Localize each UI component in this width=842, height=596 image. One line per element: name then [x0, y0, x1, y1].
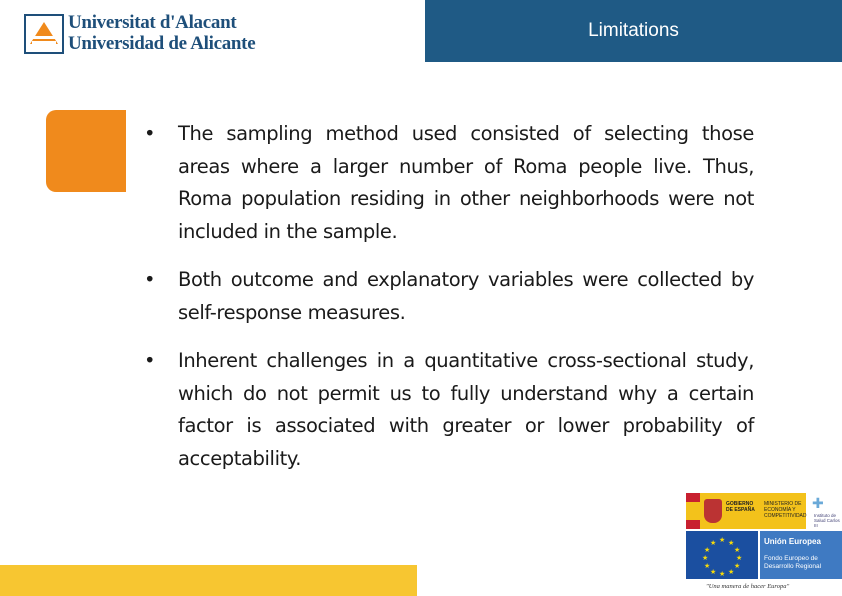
bullet-text: Both outcome and explanatory variables were collected by self-response measures. — [178, 268, 754, 324]
university-name-spanish: Universidad de Alicante — [68, 33, 256, 54]
university-name-valencian: Universitat d'Alacant — [68, 12, 237, 33]
slide-title-bar — [425, 0, 842, 62]
slide-title: Limitations — [588, 20, 679, 41]
bullet-text: Inherent challenges in a quantitative cross-sectional study, which do not permit us to fully understand why a certain factor is associated with greater or lower probability of acceptability. — [178, 349, 754, 470]
eu-fund-label-box — [760, 531, 842, 579]
list-item — [142, 264, 754, 329]
spain-flag-icon — [686, 493, 700, 529]
gov-label: GOBIERNO DE ESPAÑA — [726, 501, 755, 513]
institute-label: Instituto de Salud Carlos III — [814, 513, 840, 528]
funding-logos — [686, 493, 842, 596]
eu-motto: "Una manera de hacer Europa" — [706, 583, 790, 590]
list-item — [142, 118, 754, 248]
university-logo — [24, 12, 254, 56]
bullet-list — [142, 118, 754, 491]
university-emblem-icon — [24, 14, 64, 54]
institute-logo — [810, 493, 842, 529]
spanish-government-logo — [686, 493, 806, 529]
list-item — [142, 345, 754, 475]
coat-of-arms-icon — [704, 499, 722, 523]
eu-subtitle: Fondo Europeo de Desarrollo Regional — [764, 555, 822, 570]
bullet-text: The sampling method used consisted of selecting those areas where a larger number of Roma people live. Thus, Roma population residing in other neighborhoods were not included in the sample. — [178, 122, 754, 243]
yellow-accent-bar — [0, 565, 417, 596]
institute-emblem-icon: ✚ — [812, 495, 824, 511]
bullet-icon: • — [144, 268, 156, 291]
bullet-icon: • — [144, 349, 156, 372]
eu-flag-icon: ★ ★ ★ ★ ★ ★ ★ ★ ★ ★ ★ ★ — [686, 531, 758, 579]
bullet-icon: • — [144, 122, 156, 145]
orange-accent-tab — [46, 110, 126, 192]
ministry-label: MINISTERIO DE ECONOMÍA Y COMPETITIVIDAD — [764, 501, 807, 519]
eu-title: Unión Europea — [764, 537, 821, 546]
